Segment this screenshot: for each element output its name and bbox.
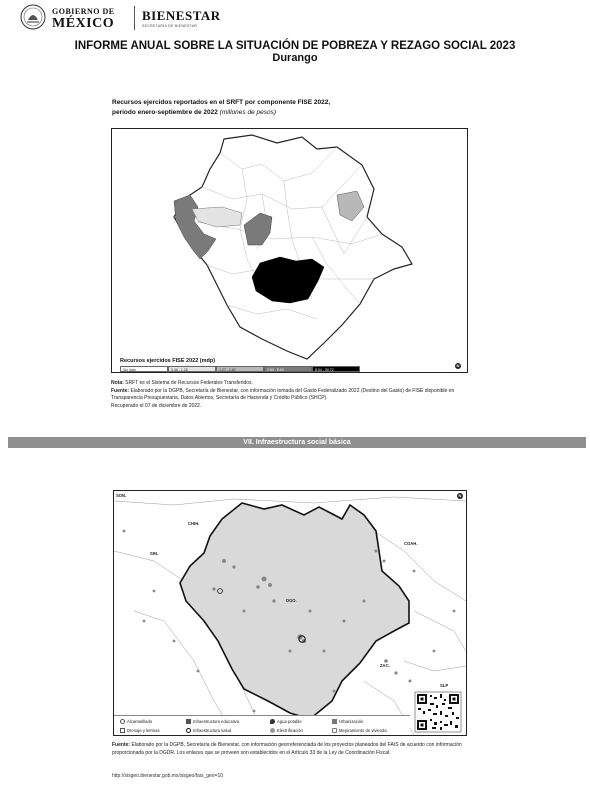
figure1-notes (111, 380, 471, 410)
source2-label: Fuente: (112, 742, 131, 748)
infrastructure-map (113, 490, 467, 736)
north-arrow-icon: N (456, 363, 460, 368)
legend1-item-0: Sin dato (120, 366, 168, 372)
legend1-item-4: 8.04 - 30.72 (312, 366, 360, 372)
drain-icon (120, 719, 125, 724)
label-sin: SIN. (150, 551, 159, 556)
figure1-title-line1: Recursos ejercidos reportados en el SRFT por componente FISE 2022, (112, 99, 331, 106)
report-state: Durango (272, 52, 318, 64)
school-icon (186, 719, 191, 724)
label-dgo: DGO. (286, 598, 297, 603)
label-slp: SLP (440, 683, 449, 688)
figure1-title-units: (millones de pesos) (219, 109, 277, 116)
gov-line1: GOBIERNO DE (52, 7, 115, 16)
legend2 (114, 715, 410, 736)
legend2-item-7: Mejoramiento de vivienda (332, 728, 387, 733)
source-text: Elaborado por la DGPB, Secretaría de Bienestar, con información tomada del Gasto Federalizado 2022 (Destino del Gasto) de FISE disponible en Transparencia Presupuestaria, Datos Abiertos, Secretaría de Hacienda y Crédito Público (SHCP). (111, 387, 455, 401)
north-arrow-icon: N (458, 493, 462, 498)
agency-name: BIENESTAR (142, 8, 221, 23)
sisgeo-link[interactable]: http://sisgeo.bienestar.gob.mx/sisgeo/fais_geo=10 (112, 773, 224, 779)
electric-icon (270, 728, 275, 733)
legend2-item-3: Urbanización (332, 719, 363, 724)
label-chih: CHIH. (188, 521, 200, 526)
latrine-icon (120, 728, 125, 733)
legend1 (120, 366, 360, 372)
agency-subtitle: SECRETARÍA DE BIENESTAR (142, 24, 198, 28)
water-drop-icon (270, 719, 275, 724)
figure1-title-line2: periodo enero-septiembre de 2022 (112, 109, 218, 116)
source-label: Fuente: (111, 387, 130, 394)
legend2-item-5: Infraestructura salud (186, 728, 231, 733)
legend1-title: Recursos ejercidos FISE 2022 (mdp) (120, 358, 216, 364)
legend2-item-4: Drenaje y letrinas (120, 728, 160, 733)
coat-of-arms-icon (20, 4, 46, 30)
health-icon (186, 728, 191, 733)
urban-icon (332, 719, 337, 724)
label-zac: ZAC. (380, 663, 390, 668)
legend1-item-1: 0.46 - 1.26 (168, 366, 216, 372)
durango-municipality-map (112, 129, 467, 372)
section-header: VII. Infraestructura social básica (8, 437, 586, 448)
government-logo-text (52, 8, 115, 31)
source2-text: Elaborado por la DGPB, Secretaría de Bienestar, con información georreferenciada de los proyectos planeados del FAIS de acuerdo con información proporcionada por la DGDR. Los enlaces que se proveen son establecidos en el Artículo 33 de la Ley de Coordinación Fiscal. (112, 742, 462, 756)
qr-code-icon[interactable] (414, 691, 462, 733)
fise-choropleth-map (111, 128, 468, 373)
page-header (18, 4, 578, 34)
legend2-item-6: Electrificación (270, 728, 303, 733)
report-title: INFORME ANUAL SOBRE LA SITUACIÓN DE POBREZA Y REZAGO SOCIAL 2023 (74, 40, 516, 52)
legend2-item-1: Infraestructura educativa (186, 719, 239, 724)
figure1-title (112, 98, 472, 118)
recovered-date: Recuperado el 07 de diciembre de 2022. (111, 402, 202, 409)
legend2-item-0: Alcantarillado (120, 719, 152, 724)
gov-line2: MÉXICO (52, 16, 115, 31)
legend1-item-2: 1.27 - 2.82 (216, 366, 264, 372)
durango-state-area (180, 503, 409, 719)
legend1-item-3: 2.83 - 8.03 (264, 366, 312, 372)
label-son: SON. (116, 493, 127, 498)
label-coah: COAH. (404, 541, 418, 546)
figure2-notes (112, 742, 472, 757)
logo-divider (134, 6, 135, 30)
note-label: Nota: (111, 380, 124, 386)
house-icon (332, 728, 337, 733)
note-text: SRFT es el Sistema de Recursos Federales Transferidos. (125, 380, 253, 386)
legend2-item-2: Agua potable (270, 719, 302, 724)
